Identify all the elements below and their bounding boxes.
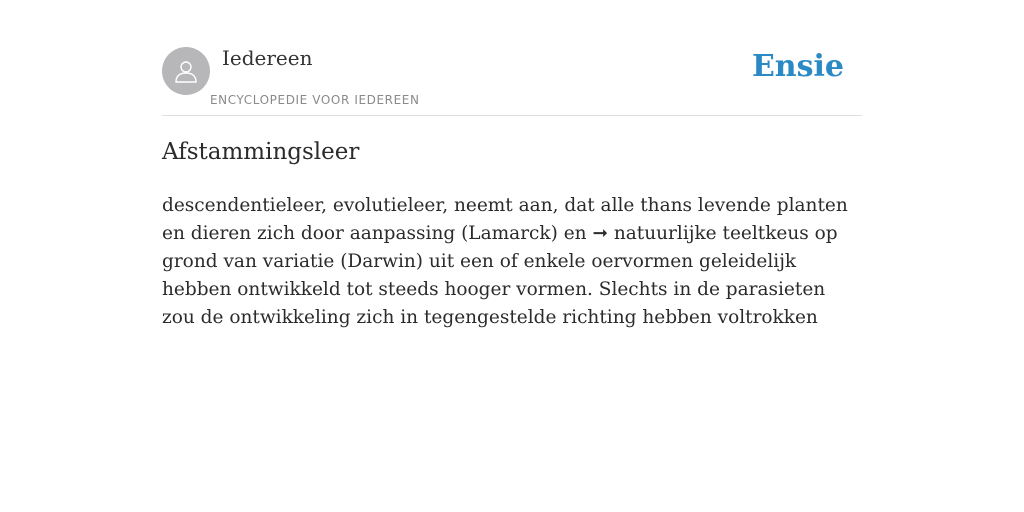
brand-logo[interactable]: Ensie bbox=[751, 49, 844, 84]
article-text-part-1: descendentieleer, evolutieleer, neemt aan, dat alle thans levende planten en dieren zich door aanpassing (Lamarck) en bbox=[162, 195, 848, 244]
article-text-part-2: natuurlijke teeltkeus op grond van variatie (Darwin) uit een of enkele oervormen geleidelijk hebben ontwikkeld tot steeds hooger vormen. Slechts in de parasieten zou de ontwikkeling zich in tegengestelde richting hebben voltrokken bbox=[162, 223, 838, 328]
page-header bbox=[162, 0, 862, 116]
avatar[interactable] bbox=[162, 47, 210, 95]
user-silhouette-icon bbox=[173, 58, 199, 84]
page-container bbox=[162, 0, 862, 328]
author-name[interactable]: Iedereen bbox=[222, 46, 313, 70]
article-title: Afstammingsleer bbox=[162, 139, 360, 165]
article-body bbox=[162, 192, 862, 332]
arrow-link-icon[interactable]: ➞ bbox=[592, 223, 608, 244]
site-tagline: ENCYCLOPEDIE VOOR IEDEREEN bbox=[210, 93, 420, 107]
